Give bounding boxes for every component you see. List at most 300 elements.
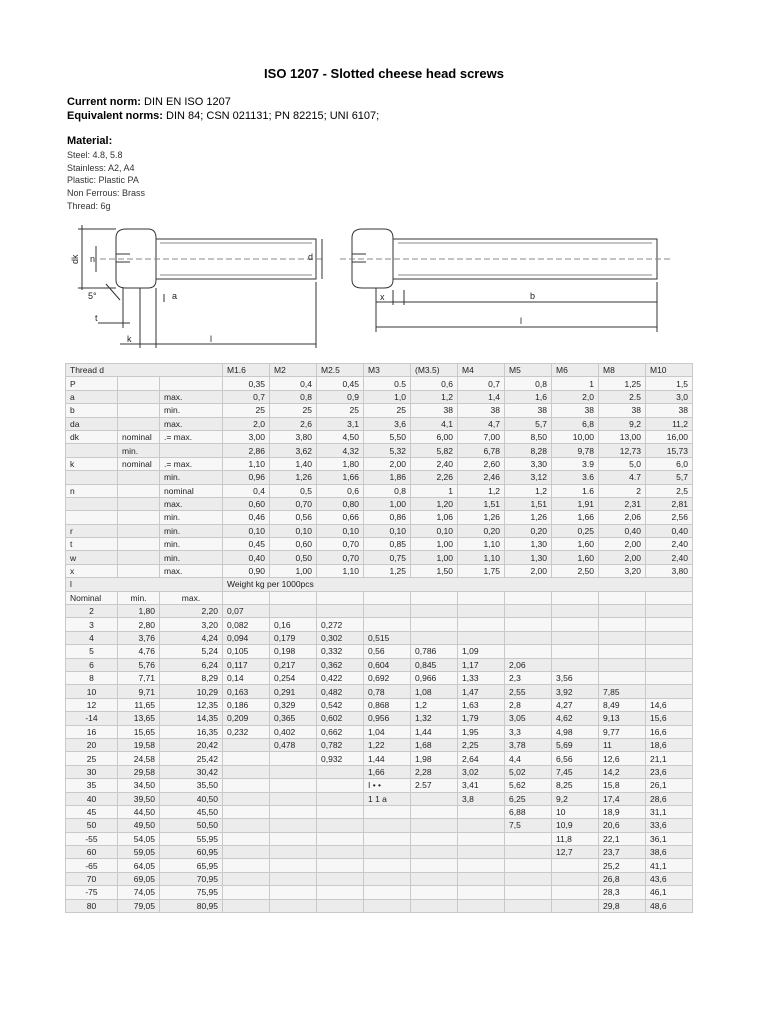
table-cell: 64,05 xyxy=(118,859,160,872)
table-cell: 23,7 xyxy=(599,846,646,859)
table-cell: 2 xyxy=(66,605,118,618)
table-cell: 15,73 xyxy=(646,444,693,457)
table-cell: 1,10 xyxy=(458,551,505,564)
table-row xyxy=(66,457,693,470)
table-cell: 26,8 xyxy=(599,872,646,885)
table-cell: 0,56 xyxy=(364,645,411,658)
table-cell: 1,2 xyxy=(458,484,505,497)
table-cell: 1,63 xyxy=(458,698,505,711)
table-cell: 8,28 xyxy=(505,444,552,457)
table-cell: 2,06 xyxy=(505,658,552,671)
table-cell: 70 xyxy=(66,872,118,885)
table-cell: I • • xyxy=(364,779,411,792)
table-cell xyxy=(505,591,552,604)
table-cell xyxy=(223,899,270,912)
table-cell: min. xyxy=(160,551,223,564)
table-cell: 4,62 xyxy=(552,712,599,725)
table-cell: max. xyxy=(160,390,223,403)
table-cell xyxy=(223,886,270,899)
table-cell: 6,78 xyxy=(458,444,505,457)
table-cell: 5,7 xyxy=(646,471,693,484)
table-cell: 1,95 xyxy=(458,725,505,738)
table-cell: 11,8 xyxy=(552,832,599,845)
table-cell: 0,70 xyxy=(270,497,317,510)
table-cell: 3,56 xyxy=(552,671,599,684)
table-cell: 4,4 xyxy=(505,752,552,765)
table-cell xyxy=(458,605,505,618)
table-cell: 1,20 xyxy=(411,497,458,510)
table-cell: 25,42 xyxy=(160,752,223,765)
table-cell xyxy=(118,484,160,497)
table-cell: 2,81 xyxy=(646,497,693,510)
table-row xyxy=(66,805,693,818)
table-cell: 5,02 xyxy=(505,765,552,778)
table-cell: 1,60 xyxy=(552,551,599,564)
table-cell: M6 xyxy=(552,364,599,377)
table-cell: 0,602 xyxy=(317,712,364,725)
table-cell: 1,66 xyxy=(317,471,364,484)
table-cell: nominal xyxy=(118,430,160,443)
table-cell: 0,14 xyxy=(223,671,270,684)
table-cell xyxy=(552,658,599,671)
table-cell: 1,2 xyxy=(505,484,552,497)
table-cell: M8 xyxy=(599,364,646,377)
dimensions-table-body xyxy=(66,364,693,913)
table-cell: 1.6 xyxy=(552,484,599,497)
table-cell: 1,6 xyxy=(505,390,552,403)
table-cell: 0,70 xyxy=(317,538,364,551)
table-cell: 1 xyxy=(411,484,458,497)
table-cell: 2,31 xyxy=(599,497,646,510)
table-cell: 1,25 xyxy=(364,564,411,577)
table-cell: 0,179 xyxy=(270,631,317,644)
table-cell: 1,33 xyxy=(458,671,505,684)
table-cell: M3 xyxy=(364,364,411,377)
table-row xyxy=(66,471,693,484)
table-cell: 7,45 xyxy=(552,765,599,778)
table-cell: 2,86 xyxy=(223,444,270,457)
table-cell xyxy=(270,899,317,912)
table-cell: 80,95 xyxy=(160,899,223,912)
table-cell: 25 xyxy=(223,404,270,417)
table-cell: 25 xyxy=(270,404,317,417)
table-cell xyxy=(317,899,364,912)
table-cell: 1,60 xyxy=(552,538,599,551)
table-cell: 2,00 xyxy=(599,538,646,551)
table-cell xyxy=(552,645,599,658)
table-cell: 7,5 xyxy=(505,819,552,832)
table-cell: 7,71 xyxy=(118,671,160,684)
table-row xyxy=(66,658,693,671)
table-row xyxy=(66,417,693,430)
table-cell: 4,27 xyxy=(552,698,599,711)
table-cell xyxy=(646,591,693,604)
table-cell: 0,20 xyxy=(505,524,552,537)
table-cell: 20,42 xyxy=(160,738,223,751)
table-cell xyxy=(118,524,160,537)
material-item: Stainless: A2, A4 xyxy=(67,162,135,173)
table-cell: 0,80 xyxy=(317,497,364,510)
table-cell: 12,73 xyxy=(599,444,646,457)
current-norm-value: DIN EN ISO 1207 xyxy=(140,96,231,108)
table-cell: 0,86 xyxy=(364,511,411,524)
label-a: a xyxy=(172,291,178,301)
table-cell: 55,95 xyxy=(160,832,223,845)
table-cell: 79,05 xyxy=(118,899,160,912)
table-cell xyxy=(270,605,317,618)
table-cell: 1,2 xyxy=(411,698,458,711)
table-cell: 10 xyxy=(552,805,599,818)
table-cell: 18,9 xyxy=(599,805,646,818)
table-cell: 45 xyxy=(66,805,118,818)
table-cell: 1 1 a xyxy=(364,792,411,805)
table-cell: 2,28 xyxy=(411,765,458,778)
table-cell: 3,62 xyxy=(270,444,317,457)
table-cell: 1,51 xyxy=(505,497,552,510)
table-cell: 5,0 xyxy=(599,457,646,470)
table-cell: 25 xyxy=(66,752,118,765)
table-row xyxy=(66,564,693,577)
table-cell: 1,00 xyxy=(364,497,411,510)
table-cell: 0,10 xyxy=(270,524,317,537)
table-cell: 0,105 xyxy=(223,645,270,658)
current-norm-line xyxy=(67,96,231,108)
table-cell xyxy=(66,497,118,510)
table-cell: 0,217 xyxy=(270,658,317,671)
table-cell: 1,75 xyxy=(458,564,505,577)
table-cell xyxy=(270,805,317,818)
table-cell: 43,6 xyxy=(646,872,693,885)
table-cell: 0,272 xyxy=(317,618,364,631)
table-cell: 0,186 xyxy=(223,698,270,711)
table-cell: 4,7 xyxy=(458,417,505,430)
table-cell: 0,163 xyxy=(223,685,270,698)
table-cell: 1,25 xyxy=(599,377,646,390)
equivalent-norms-value: DIN 84; CSN 021131; PN 82215; UNI 6107; xyxy=(162,110,380,122)
table-cell: 1,68 xyxy=(411,738,458,751)
table-cell xyxy=(223,765,270,778)
table-cell: 0,10 xyxy=(411,524,458,537)
table-cell: 38 xyxy=(505,404,552,417)
material-item: Non Ferrous: Brass xyxy=(67,188,146,199)
table-cell: 6,00 xyxy=(411,430,458,443)
table-cell: 3,20 xyxy=(599,564,646,577)
table-cell xyxy=(505,846,552,859)
table-length-header-row xyxy=(66,591,693,604)
table-cell xyxy=(118,551,160,564)
table-cell xyxy=(552,899,599,912)
table-cell: dk xyxy=(66,430,118,443)
table-cell: 1,47 xyxy=(458,685,505,698)
table-cell: k xyxy=(66,457,118,470)
table-cell xyxy=(552,872,599,885)
table-row xyxy=(66,631,693,644)
table-cell: M10 xyxy=(646,364,693,377)
table-cell xyxy=(118,497,160,510)
table-cell: 0,45 xyxy=(223,538,270,551)
table-cell xyxy=(411,819,458,832)
table-cell: min. xyxy=(118,591,160,604)
table-cell: 25 xyxy=(364,404,411,417)
table-cell: min. xyxy=(160,511,223,524)
table-cell: 3,20 xyxy=(160,618,223,631)
table-cell: 16,00 xyxy=(646,430,693,443)
table-cell: 0,40 xyxy=(223,551,270,564)
table-cell: 35 xyxy=(66,779,118,792)
table-cell: 1,26 xyxy=(270,471,317,484)
table-cell xyxy=(552,618,599,631)
table-cell xyxy=(270,765,317,778)
table-cell: -75 xyxy=(66,886,118,899)
table-row xyxy=(66,551,693,564)
table-cell xyxy=(599,658,646,671)
table-cell: 38 xyxy=(458,404,505,417)
table-cell: 6 xyxy=(66,658,118,671)
table-cell: 0,5 xyxy=(270,484,317,497)
table-weight-header-row xyxy=(66,578,693,591)
table-cell xyxy=(364,846,411,859)
table-cell xyxy=(411,631,458,644)
table-cell: 44,50 xyxy=(118,805,160,818)
table-cell: 1,44 xyxy=(364,752,411,765)
table-cell xyxy=(411,792,458,805)
table-cell: 1,80 xyxy=(317,457,364,470)
table-cell: da xyxy=(66,417,118,430)
table-cell: 5,62 xyxy=(505,779,552,792)
table-cell: 45,50 xyxy=(160,805,223,818)
table-cell xyxy=(505,605,552,618)
table-cell xyxy=(270,832,317,845)
table-cell: M5 xyxy=(505,364,552,377)
table-cell xyxy=(552,631,599,644)
table-cell: 24,58 xyxy=(118,752,160,765)
table-cell: 50,50 xyxy=(160,819,223,832)
table-cell: 0,8 xyxy=(364,484,411,497)
table-cell: 23,6 xyxy=(646,765,693,778)
table-row xyxy=(66,404,693,417)
table-cell: 12,7 xyxy=(552,846,599,859)
table-cell: 40,50 xyxy=(160,792,223,805)
table-cell: a xyxy=(66,390,118,403)
table-cell: 5,24 xyxy=(160,645,223,658)
table-cell: 38 xyxy=(411,404,458,417)
table-cell: 0,232 xyxy=(223,725,270,738)
table-cell: 3,6 xyxy=(364,417,411,430)
table-cell: 1,79 xyxy=(458,712,505,725)
material-item: Plastic: Plastic PA xyxy=(67,175,139,186)
table-cell: 59,05 xyxy=(118,846,160,859)
table-cell xyxy=(317,805,364,818)
table-cell: 1,66 xyxy=(552,511,599,524)
table-cell xyxy=(505,631,552,644)
table-cell: 7,85 xyxy=(599,685,646,698)
table-cell xyxy=(66,444,118,457)
table-cell: 1,80 xyxy=(118,605,160,618)
table-cell: 0,10 xyxy=(364,524,411,537)
table-cell: 30,42 xyxy=(160,765,223,778)
label-l-total: l xyxy=(520,316,522,326)
table-cell: 0,786 xyxy=(411,645,458,658)
table-cell: 9,71 xyxy=(118,685,160,698)
table-header-row xyxy=(66,364,693,377)
table-cell xyxy=(317,792,364,805)
table-cell: 2,0 xyxy=(223,417,270,430)
table-cell: 2,40 xyxy=(646,551,693,564)
table-cell: 1,10 xyxy=(458,538,505,551)
table-cell: (M3.5) xyxy=(411,364,458,377)
table-row xyxy=(66,846,693,859)
table-cell xyxy=(223,779,270,792)
table-cell: 15,8 xyxy=(599,779,646,792)
label-b: b xyxy=(530,291,536,301)
table-cell: 69,05 xyxy=(118,872,160,885)
table-cell xyxy=(505,899,552,912)
table-cell: 0,302 xyxy=(317,631,364,644)
table-cell: min. xyxy=(160,471,223,484)
table-cell: 0,50 xyxy=(270,551,317,564)
table-cell: 60 xyxy=(66,846,118,859)
table-cell xyxy=(505,859,552,872)
table-cell: 4,76 xyxy=(118,645,160,658)
table-cell xyxy=(118,564,160,577)
table-cell: 8,25 xyxy=(552,779,599,792)
table-cell: t xyxy=(66,538,118,551)
table-cell xyxy=(552,859,599,872)
table-cell: nominal xyxy=(118,457,160,470)
table-cell: 38 xyxy=(646,404,693,417)
table-row xyxy=(66,738,693,751)
table-cell: 1,06 xyxy=(411,511,458,524)
table-cell xyxy=(223,819,270,832)
table-cell xyxy=(458,859,505,872)
table-cell: 2,8 xyxy=(505,698,552,711)
table-cell: 2,64 xyxy=(458,752,505,765)
table-cell xyxy=(270,886,317,899)
table-cell xyxy=(223,859,270,872)
table-cell: 0,45 xyxy=(317,377,364,390)
table-cell: 3,8 xyxy=(458,792,505,805)
table-cell: 16,35 xyxy=(160,725,223,738)
table-cell: 1,0 xyxy=(364,390,411,403)
table-cell xyxy=(270,792,317,805)
table-cell: 2,25 xyxy=(458,738,505,751)
table-cell xyxy=(364,591,411,604)
table-cell: 38 xyxy=(599,404,646,417)
table-row xyxy=(66,685,693,698)
table-cell: 0,60 xyxy=(223,497,270,510)
table-row xyxy=(66,819,693,832)
table-cell: 1,10 xyxy=(223,457,270,470)
table-cell: 20,6 xyxy=(599,819,646,832)
table-cell: n xyxy=(66,484,118,497)
table-cell: 0,40 xyxy=(646,524,693,537)
table-cell: 3,41 xyxy=(458,779,505,792)
table-cell: 6,24 xyxy=(160,658,223,671)
table-row xyxy=(66,605,693,618)
table-cell xyxy=(599,605,646,618)
table-cell: 12 xyxy=(66,698,118,711)
table-cell: 1,98 xyxy=(411,752,458,765)
table-row xyxy=(66,859,693,872)
table-cell xyxy=(646,645,693,658)
table-cell xyxy=(317,859,364,872)
table-cell: 48,6 xyxy=(646,899,693,912)
table-cell: 46,1 xyxy=(646,886,693,899)
table-cell: 38,6 xyxy=(646,846,693,859)
table-cell: max. xyxy=(160,417,223,430)
table-cell: 1,22 xyxy=(364,738,411,751)
table-cell: 1,86 xyxy=(364,471,411,484)
table-cell: 2,55 xyxy=(505,685,552,698)
table-cell: min. xyxy=(160,538,223,551)
table-cell xyxy=(66,511,118,524)
table-cell: 0,515 xyxy=(364,631,411,644)
table-cell: 2,50 xyxy=(552,564,599,577)
table-cell xyxy=(411,859,458,872)
table-cell xyxy=(552,591,599,604)
table-cell: 14,2 xyxy=(599,765,646,778)
label-d: d xyxy=(308,252,314,262)
table-cell: 5,50 xyxy=(364,430,411,443)
table-cell: 5 xyxy=(66,645,118,658)
table-cell: .= max. xyxy=(160,430,223,443)
table-cell: 9,77 xyxy=(599,725,646,738)
table-cell: 3,30 xyxy=(505,457,552,470)
table-cell: 54,05 xyxy=(118,832,160,845)
table-cell xyxy=(458,805,505,818)
table-cell: 4,1 xyxy=(411,417,458,430)
table-cell: 33,6 xyxy=(646,819,693,832)
equivalent-norms-line xyxy=(67,110,379,122)
table-cell: 3,92 xyxy=(552,685,599,698)
table-cell: 2.5 xyxy=(599,390,646,403)
table-row xyxy=(66,698,693,711)
table-cell xyxy=(552,886,599,899)
label-l: l xyxy=(210,334,212,344)
table-row xyxy=(66,390,693,403)
table-cell: max. xyxy=(160,591,223,604)
table-cell: 6,0 xyxy=(646,457,693,470)
table-cell: 13,00 xyxy=(599,430,646,443)
table-cell xyxy=(317,819,364,832)
table-row xyxy=(66,872,693,885)
table-cell xyxy=(646,671,693,684)
table-cell: nominal xyxy=(160,484,223,497)
table-cell: 40 xyxy=(66,792,118,805)
table-row xyxy=(66,524,693,537)
table-cell: 1,32 xyxy=(411,712,458,725)
table-cell: 1,51 xyxy=(458,497,505,510)
table-cell: 1,26 xyxy=(458,511,505,524)
table-cell: 2,6 xyxy=(270,417,317,430)
table-cell xyxy=(118,538,160,551)
table-cell: 0,482 xyxy=(317,685,364,698)
table-cell: 7,00 xyxy=(458,430,505,443)
table-cell: 1,00 xyxy=(411,551,458,564)
table-cell: 9,2 xyxy=(552,792,599,805)
table-cell: 41,1 xyxy=(646,859,693,872)
table-cell xyxy=(317,846,364,859)
table-cell: 50 xyxy=(66,819,118,832)
label-dk: dk xyxy=(70,254,80,264)
table-cell: 2,26 xyxy=(411,471,458,484)
table-cell: 1,30 xyxy=(505,538,552,551)
table-cell xyxy=(411,618,458,631)
table-cell xyxy=(317,591,364,604)
table-cell: 1,10 xyxy=(317,564,364,577)
table-row xyxy=(66,886,693,899)
table-cell: 26,1 xyxy=(646,779,693,792)
